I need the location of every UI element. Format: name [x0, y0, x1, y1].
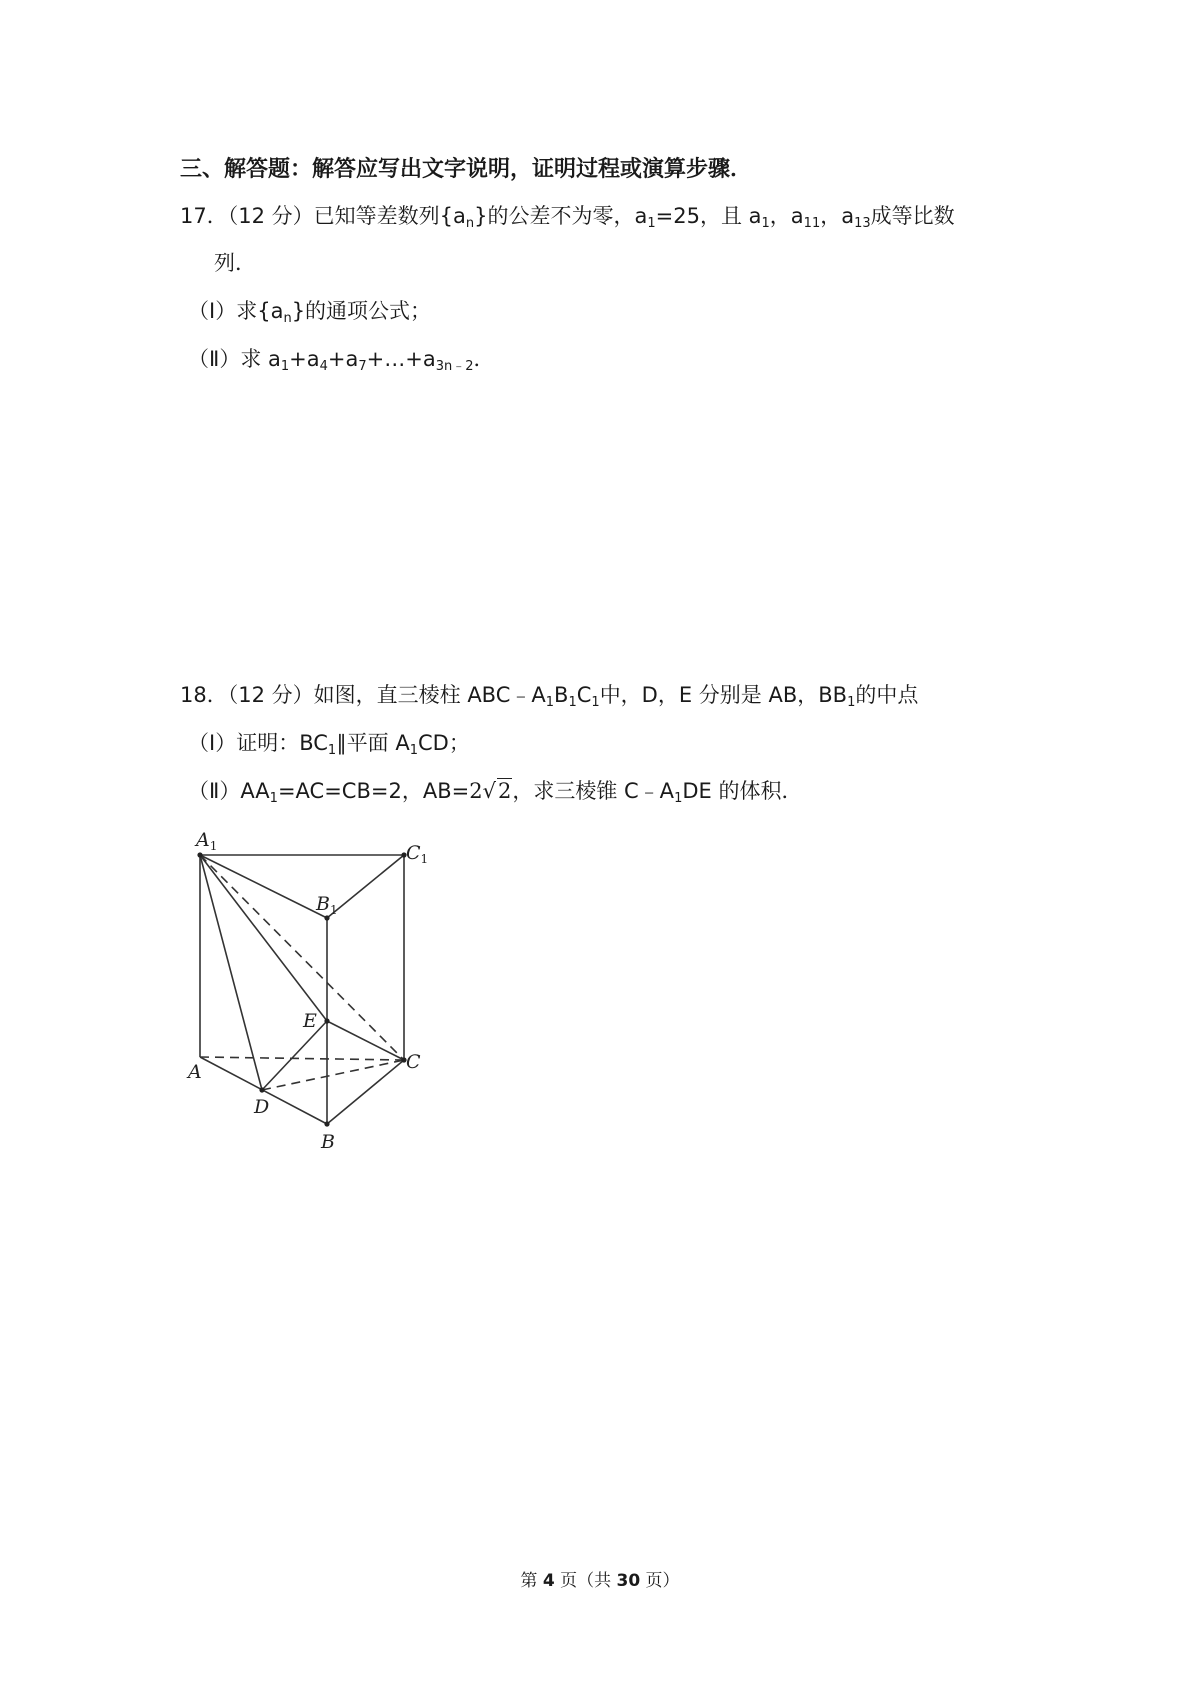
label-E: E [303, 1010, 317, 1032]
label-A1: $A_1$ [196, 829, 218, 853]
q17-line2: 列． [214, 251, 256, 275]
label-C: C [406, 1051, 421, 1073]
q18-line1: 18．（12 分）如图，直三棱柱 $ABC﹣A_1B_1C_1$中，D，E 分别是 AB，$BB_1$的中点 [180, 683, 919, 710]
page-total: 30 [616, 1571, 641, 1591]
prism-figure [180, 825, 440, 1155]
q17-score: （12 分） [227, 204, 314, 228]
edge-A-C-hidden [200, 1057, 404, 1060]
label-C1: $C_1$ [406, 842, 429, 866]
q18-number: 18． [180, 683, 228, 707]
part-label: （Ⅰ） [188, 731, 237, 755]
q17-part1: （Ⅰ）求$\{a_n\}$的通项公式； [188, 299, 432, 326]
q17-part2: （Ⅱ）求 $a_1+a_4+a_7+\dots+a_{3n﹣2}$． [188, 347, 495, 374]
q18-score: （12 分） [227, 683, 314, 707]
q17-number: 17． [180, 204, 228, 228]
edge-D-E [262, 1021, 327, 1090]
part-label: （Ⅱ） [188, 347, 241, 371]
label-B: B [321, 1131, 335, 1153]
label-A: A [188, 1061, 202, 1083]
q18-part1: （Ⅰ）证明：$BC_1\parallel$平面 $A_1CD$； [188, 731, 470, 758]
page-number: 4 [542, 1571, 555, 1591]
edge-A1-C-hidden [200, 855, 404, 1060]
edge-E-C [327, 1021, 404, 1060]
part-label: （Ⅱ） [188, 779, 241, 803]
q18-part2: $(Ⅱ)AA_1=AC=CB=2$，AB=2√2，求三棱锥 $C﹣A_1DE$ 的体积． [188, 779, 803, 806]
edge-B1-C1 [327, 855, 404, 918]
page-footer: 第 4 页（共 30 页） [520, 1571, 680, 1591]
sqrt-expression: 2√2 [469, 779, 512, 803]
edge-A1-D [200, 855, 262, 1090]
edge-B-C [327, 1060, 404, 1124]
edge-D-C-hidden [262, 1060, 404, 1090]
edge-A1-E [200, 855, 327, 1021]
label-D: D [254, 1096, 270, 1118]
part-label: （Ⅰ） [188, 299, 237, 323]
label-B1: $B_1$ [316, 893, 338, 917]
q17-line1: 17．（12 分）已知等差数列$\{a_n\}$的公差不为零，$a_1=25$，且 $a_1$，$a_{11}$，$a_{13}$成等比数 [180, 204, 955, 231]
edge-A1-B1 [200, 855, 327, 918]
section-heading: 三、解答题：解答应写出文字说明，证明过程或演算步骤． [180, 157, 753, 182]
